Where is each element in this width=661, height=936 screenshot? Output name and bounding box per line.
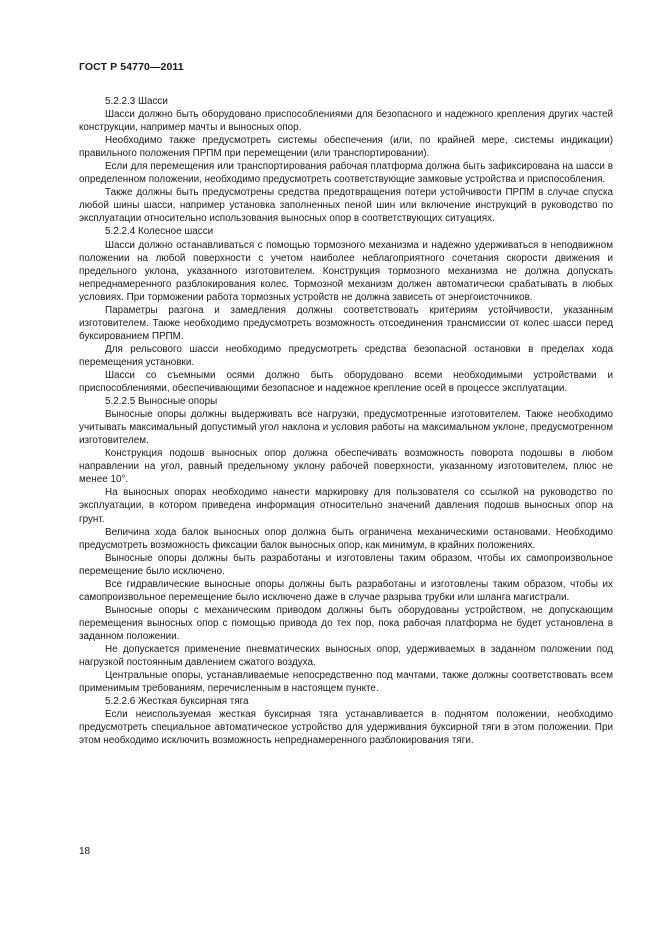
body-paragraph: Конструкция подошв выносных опор должна обеспечивать возможность поворота подошвы в любом направлении на угол, равный предельному уклону рабочей поверхности, указанному изготовителем, плюс не менее 10°. [79, 448, 613, 486]
body-paragraph: Выносные опоры с механическим приводом должны быть оборудованы устройством, не допускающим перемещения выносных опор с помощью привода до тех пор, пока рабочая платформа не будет установлена в заданном положении. [79, 604, 613, 642]
body-paragraph: На выносных опорах необходимо нанести маркировку для пользователя со ссылкой на руководство по эксплуатации, в котором приведена информация относительно значений давления подошв выносных опор на грунт. [79, 487, 613, 525]
body-paragraph: Параметры разгона и замедления должны соответствовать критериям устойчивости, указанным изготовителем. Также необходимо предусмотреть возможность отсоединения трансмиссии от колес шасси перед буксированием ПРПМ. [79, 304, 613, 342]
section-heading: 5.2.2.6 Жесткая буксирная тяга [105, 696, 249, 708]
body-paragraph: Все гидравлические выносные опоры должны быть разработаны и изготовлены таким образом, чтобы их самопроизвольное перемещение было исключено даже в случае разрыва трубки или шланга магистрали. [79, 578, 613, 603]
body-paragraph: Шасси должно останавливаться с помощью тормозного механизма и надежно удерживаться в неподвижном положении на любой поверхности с учетом наиболее неблагоприятного сочетания скорости движения и предельного уклона, указанного изготовителем. Конструкция тормозного механизма не должна допускать непреднамеренного разблокирования колес. Тормозной механизм должен автоматически срабатывать в любых условиях. При торможении работа тормозных устройств не должна зависеть от энергоисточников. [79, 239, 613, 303]
body-paragraph: Если неиспользуемая жесткая буксирная тяга устанавливается в поднятом положении, необходимо предусмотреть специальное автоматическое устройство для удерживания буксирной тяги в этом положении. При этом необходимо исключить возможность непреднамеренного разблокирования тяги. [79, 709, 613, 747]
document-body [79, 95, 613, 747]
body-paragraph: Для рельсового шасси необходимо предусмотреть средства безопасной остановки в пределах хода перемещения установки. [79, 343, 613, 368]
body-paragraph: Центральные опоры, устанавливаемые непосредственно под мачтами, также должны соответствовать всем применимым требованиям, перечисленным в настоящем пункте. [79, 670, 613, 695]
body-paragraph: Шасси должно быть оборудовано приспособлениями для безопасного и надежного крепления других частей конструкции, например мачты и выносных опор. [79, 109, 613, 134]
section-heading: 5.2.2.3 Шасси [105, 96, 168, 107]
page-number: 18 [79, 846, 91, 857]
body-paragraph: Шасси со съемными осями должно быть оборудовано всеми необходимыми устройствами и приспособлениями, обеспечивающими безопасное и надежное крепление осей в процессе эксплуатации. [79, 369, 613, 395]
body-paragraph: Выносные опоры должны быть разработаны и изготовлены таким образом, чтобы их самопроизвольное перемещение было исключено. [79, 552, 613, 577]
body-paragraph: Если для перемещения или транспортирования рабочая платформа должна быть зафиксирована на шасси в определенном положении, необходимо предусмотреть соответствующие замковые устройства и приспособления. [79, 161, 613, 186]
body-paragraph: Необходимо также предусмотреть системы обеспечения (или, по крайней мере, системы индикации) правильного положения ПРПМ при перемещении (или транспортировании). [79, 135, 613, 160]
body-paragraph: Также должны быть предусмотрены средства предотвращения потери устойчивости ПРПМ в случае спуска любой шины шасси, например установка заполненных пеной шин или включение инструкций в руководство по эксплуатации относительно использования выносных опор в соответствующих ситуациях. [79, 187, 613, 225]
section-heading: 5.2.2.5 Выносные опоры [105, 396, 218, 408]
body-paragraph: Величина хода балок выносных опор должна быть ограничена механическими остановами. Необходимо предусмотреть возможность фиксации балок выносных опор, как минимум, в крайних положениях. [79, 526, 613, 551]
body-paragraph: Выносные опоры должны выдерживать все нагрузки, предусмотренные изготовителем. Также необходимо учитывать максимальный допустимый угол наклона и условия работы на максимальном уклоне, предусмотренном изготовителем. [79, 409, 613, 447]
section-heading: 5.2.2.4 Колесное шасси [105, 226, 214, 238]
body-paragraph: Не допускается применение пневматических выносных опор, удерживаемых в заданном положении под нагрузкой постоянным давлением сжатого воздуха. [79, 643, 613, 669]
standard-code-header: ГОСТ Р 54770—2011 [79, 61, 184, 73]
